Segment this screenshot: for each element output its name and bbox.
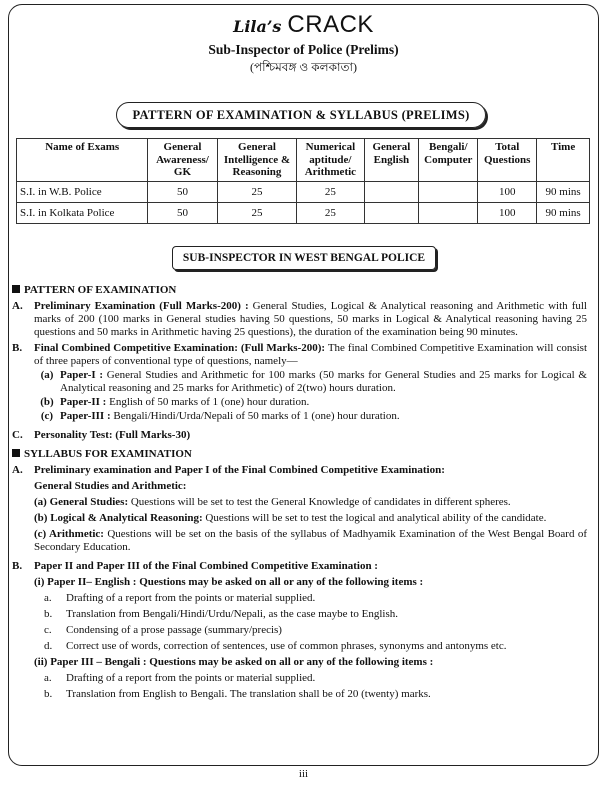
brand-logo: [0, 12, 607, 40]
item-body: Questions will be set to test the General Knowledge of candidates in different spheres.: [128, 496, 511, 508]
page-title: Sub-Inspector of Police (Prelims): [208, 42, 399, 57]
item-body: General Studies, Logical & Analytical reasoning and Arithmetic with full marks of 200 (100 marks in General studies having 50 questions, 50 marks in Logical & Analytical reasoning having 25 questions and 50 marks in Arithmetic having 25 questions), the duration of the examination being 90 minutes.: [34, 300, 587, 338]
list-item: [44, 592, 587, 605]
list-item: [44, 608, 587, 621]
table-cell: 25: [297, 182, 364, 203]
table-cell: 90 mins: [537, 203, 590, 224]
section-heading: [12, 448, 587, 461]
list-text: Drafting of a report from the points or material supplied.: [66, 672, 316, 684]
column-header: Numerical aptitude/ Arithmetic: [297, 139, 364, 182]
pattern-item-b: [12, 342, 587, 368]
page-subtitle: (পশ্চিমবঙ্গ ও কলকাতা): [250, 60, 357, 74]
list-text: Drafting of a report from the points or material supplied.: [66, 592, 316, 604]
list-item: [44, 672, 587, 685]
syllabus-item-b: [12, 560, 587, 573]
list-item: [44, 688, 587, 701]
table-cell: [419, 203, 478, 224]
pattern-title-box: PATTERN OF EXAMINATION & SYLLABUS (PRELIMS): [116, 102, 486, 128]
square-bullet-icon: [12, 285, 20, 293]
section-heading: [12, 284, 587, 297]
table-row: [17, 203, 590, 224]
column-header: General Awareness/ GK: [148, 139, 217, 182]
column-header: General Intelligence & Reasoning: [217, 139, 297, 182]
list-marker: c.: [44, 624, 52, 636]
page-number: iii: [298, 768, 309, 780]
list-marker: a.: [44, 672, 52, 684]
table-cell: 25: [217, 203, 297, 224]
item-bold: Preliminary Examination (Full Marks-200) :: [34, 300, 249, 312]
syllabus-item-a: [12, 464, 587, 477]
item-label: C.: [12, 429, 23, 441]
paper-bold: Paper-II :: [60, 396, 107, 408]
table-cell: [419, 182, 478, 203]
paper-bold: Paper-III :: [60, 410, 111, 422]
paper-item: [34, 396, 587, 409]
paper-item: [34, 369, 587, 395]
table-cell: 25: [217, 182, 297, 203]
syllabus-general-studies: [34, 496, 587, 509]
item-body: Questions will be set on the basis of the syllabus of Madhyamik Examination of the West Bengal Board of Secondary Education.: [34, 528, 587, 553]
list-text: Translation from English to Bengali. The translation shall be of 20 (twenty) marks.: [66, 688, 431, 700]
table-header-row: [17, 139, 590, 182]
list-marker: d.: [44, 640, 53, 652]
pattern-item-a: [12, 300, 587, 339]
list-item: [44, 624, 587, 637]
paper-body: Bengali/Hindi/Urda/Nepali of 50 marks of 1 (one) hour duration.: [110, 410, 400, 422]
paper-label: (b): [40, 396, 54, 408]
item-body: The final Combined Competitive Examination will consist of three papers of conventional type of questions, namely—: [34, 342, 587, 367]
table-cell: 100: [478, 203, 537, 224]
exam-pattern-table: [16, 138, 590, 224]
item-text: [34, 300, 587, 339]
item-bold: (a) General Studies:: [34, 496, 129, 508]
table-cell: 50: [148, 182, 217, 203]
table-cell: [364, 203, 419, 224]
item-bold: Final Combined Competitive Examination: (Full Marks-200):: [34, 342, 326, 354]
item-body: Questions will be set to test the logical and analytical ability of the candidate.: [202, 512, 547, 524]
item-label: B.: [12, 560, 23, 572]
table-cell: 25: [297, 203, 364, 224]
paper-body: English of 50 marks of 1 (one) hour duration.: [106, 396, 310, 408]
item-bold: Personality Test: (Full Marks-30): [34, 429, 191, 441]
si-title-box: SUB-INSPECTOR IN WEST BENGAL POLICE: [172, 246, 436, 270]
item-label: A.: [12, 300, 23, 312]
table-cell: [364, 182, 419, 203]
paper-body: General Studies and Arithmetic for 100 marks (50 marks for General Studies and 25 marks for Logical & Analytical reasoning and 25 marks for Arithmetic) of 2(two) hours duration.: [60, 369, 587, 394]
syllabus-arithmetic: [34, 528, 587, 554]
column-header: General English: [364, 139, 419, 182]
item-bold: (b) Logical & Analytical Reasoning:: [34, 512, 203, 524]
table-cell: S.I. in Kolkata Police: [17, 203, 148, 224]
section-heading-text: PATTERN OF EXAMINATION: [24, 284, 177, 296]
table-cell: 90 mins: [537, 182, 590, 203]
pattern-item-c: [12, 429, 587, 442]
paper-text: [60, 369, 587, 395]
syllabus-reasoning: [34, 512, 587, 525]
brand-prefix: Lila’s: [233, 17, 282, 36]
paper-text: [60, 410, 587, 423]
item-bold: (c) Arithmetic:: [34, 528, 104, 540]
list-marker: b.: [44, 688, 53, 700]
item-bold: Paper II and Paper III of the Final Combined Competitive Examination :: [34, 560, 378, 572]
section-heading-text: SYLLABUS FOR EXAMINATION: [24, 448, 192, 460]
item-text: [34, 342, 587, 368]
column-header: Name of Exams: [17, 139, 148, 182]
paper-label: (c): [40, 410, 54, 422]
subheading: (ii) Paper III – Bengali : Questions may be asked on all or any of the following items :: [34, 656, 434, 668]
square-bullet-icon: [12, 449, 20, 457]
list-marker: b.: [44, 608, 53, 620]
column-header: Total Questions: [478, 139, 537, 182]
subheading: General Studies and Arithmetic:: [34, 480, 187, 492]
paper-text: [60, 396, 587, 409]
paper-bold: Paper-I :: [60, 369, 104, 381]
list-text: Correct use of words, correction of sentences, use of common phrases, synonyms and antonyms etc.: [66, 640, 507, 652]
list-text: Translation from Bengali/Hindi/Urdu/Nepali, as the case maybe to English.: [66, 608, 398, 620]
item-label: A.: [12, 464, 23, 476]
subheading: (i) Paper II– English : Questions may be asked on all or any of the following items :: [34, 576, 424, 588]
paper-item: [34, 410, 587, 423]
item-bold: Preliminary examination and Paper I of the Final Combined Competitive Examination:: [34, 464, 445, 476]
list-item: [44, 640, 587, 653]
table-cell: 50: [148, 203, 217, 224]
column-header: Bengali/ Computer: [419, 139, 478, 182]
paper-label: (a): [40, 369, 54, 381]
page-header: [0, 12, 607, 79]
list-marker: a.: [44, 592, 52, 604]
table-cell: 100: [478, 182, 537, 203]
column-header: Time: [537, 139, 590, 182]
brand-name: CRACK: [287, 11, 374, 38]
main-content: [12, 280, 587, 701]
table-cell: S.I. in W.B. Police: [17, 182, 148, 203]
table-row: [17, 182, 590, 203]
item-label: B.: [12, 342, 23, 354]
list-text: Condensing of a prose passage (summary/precis): [66, 624, 282, 636]
